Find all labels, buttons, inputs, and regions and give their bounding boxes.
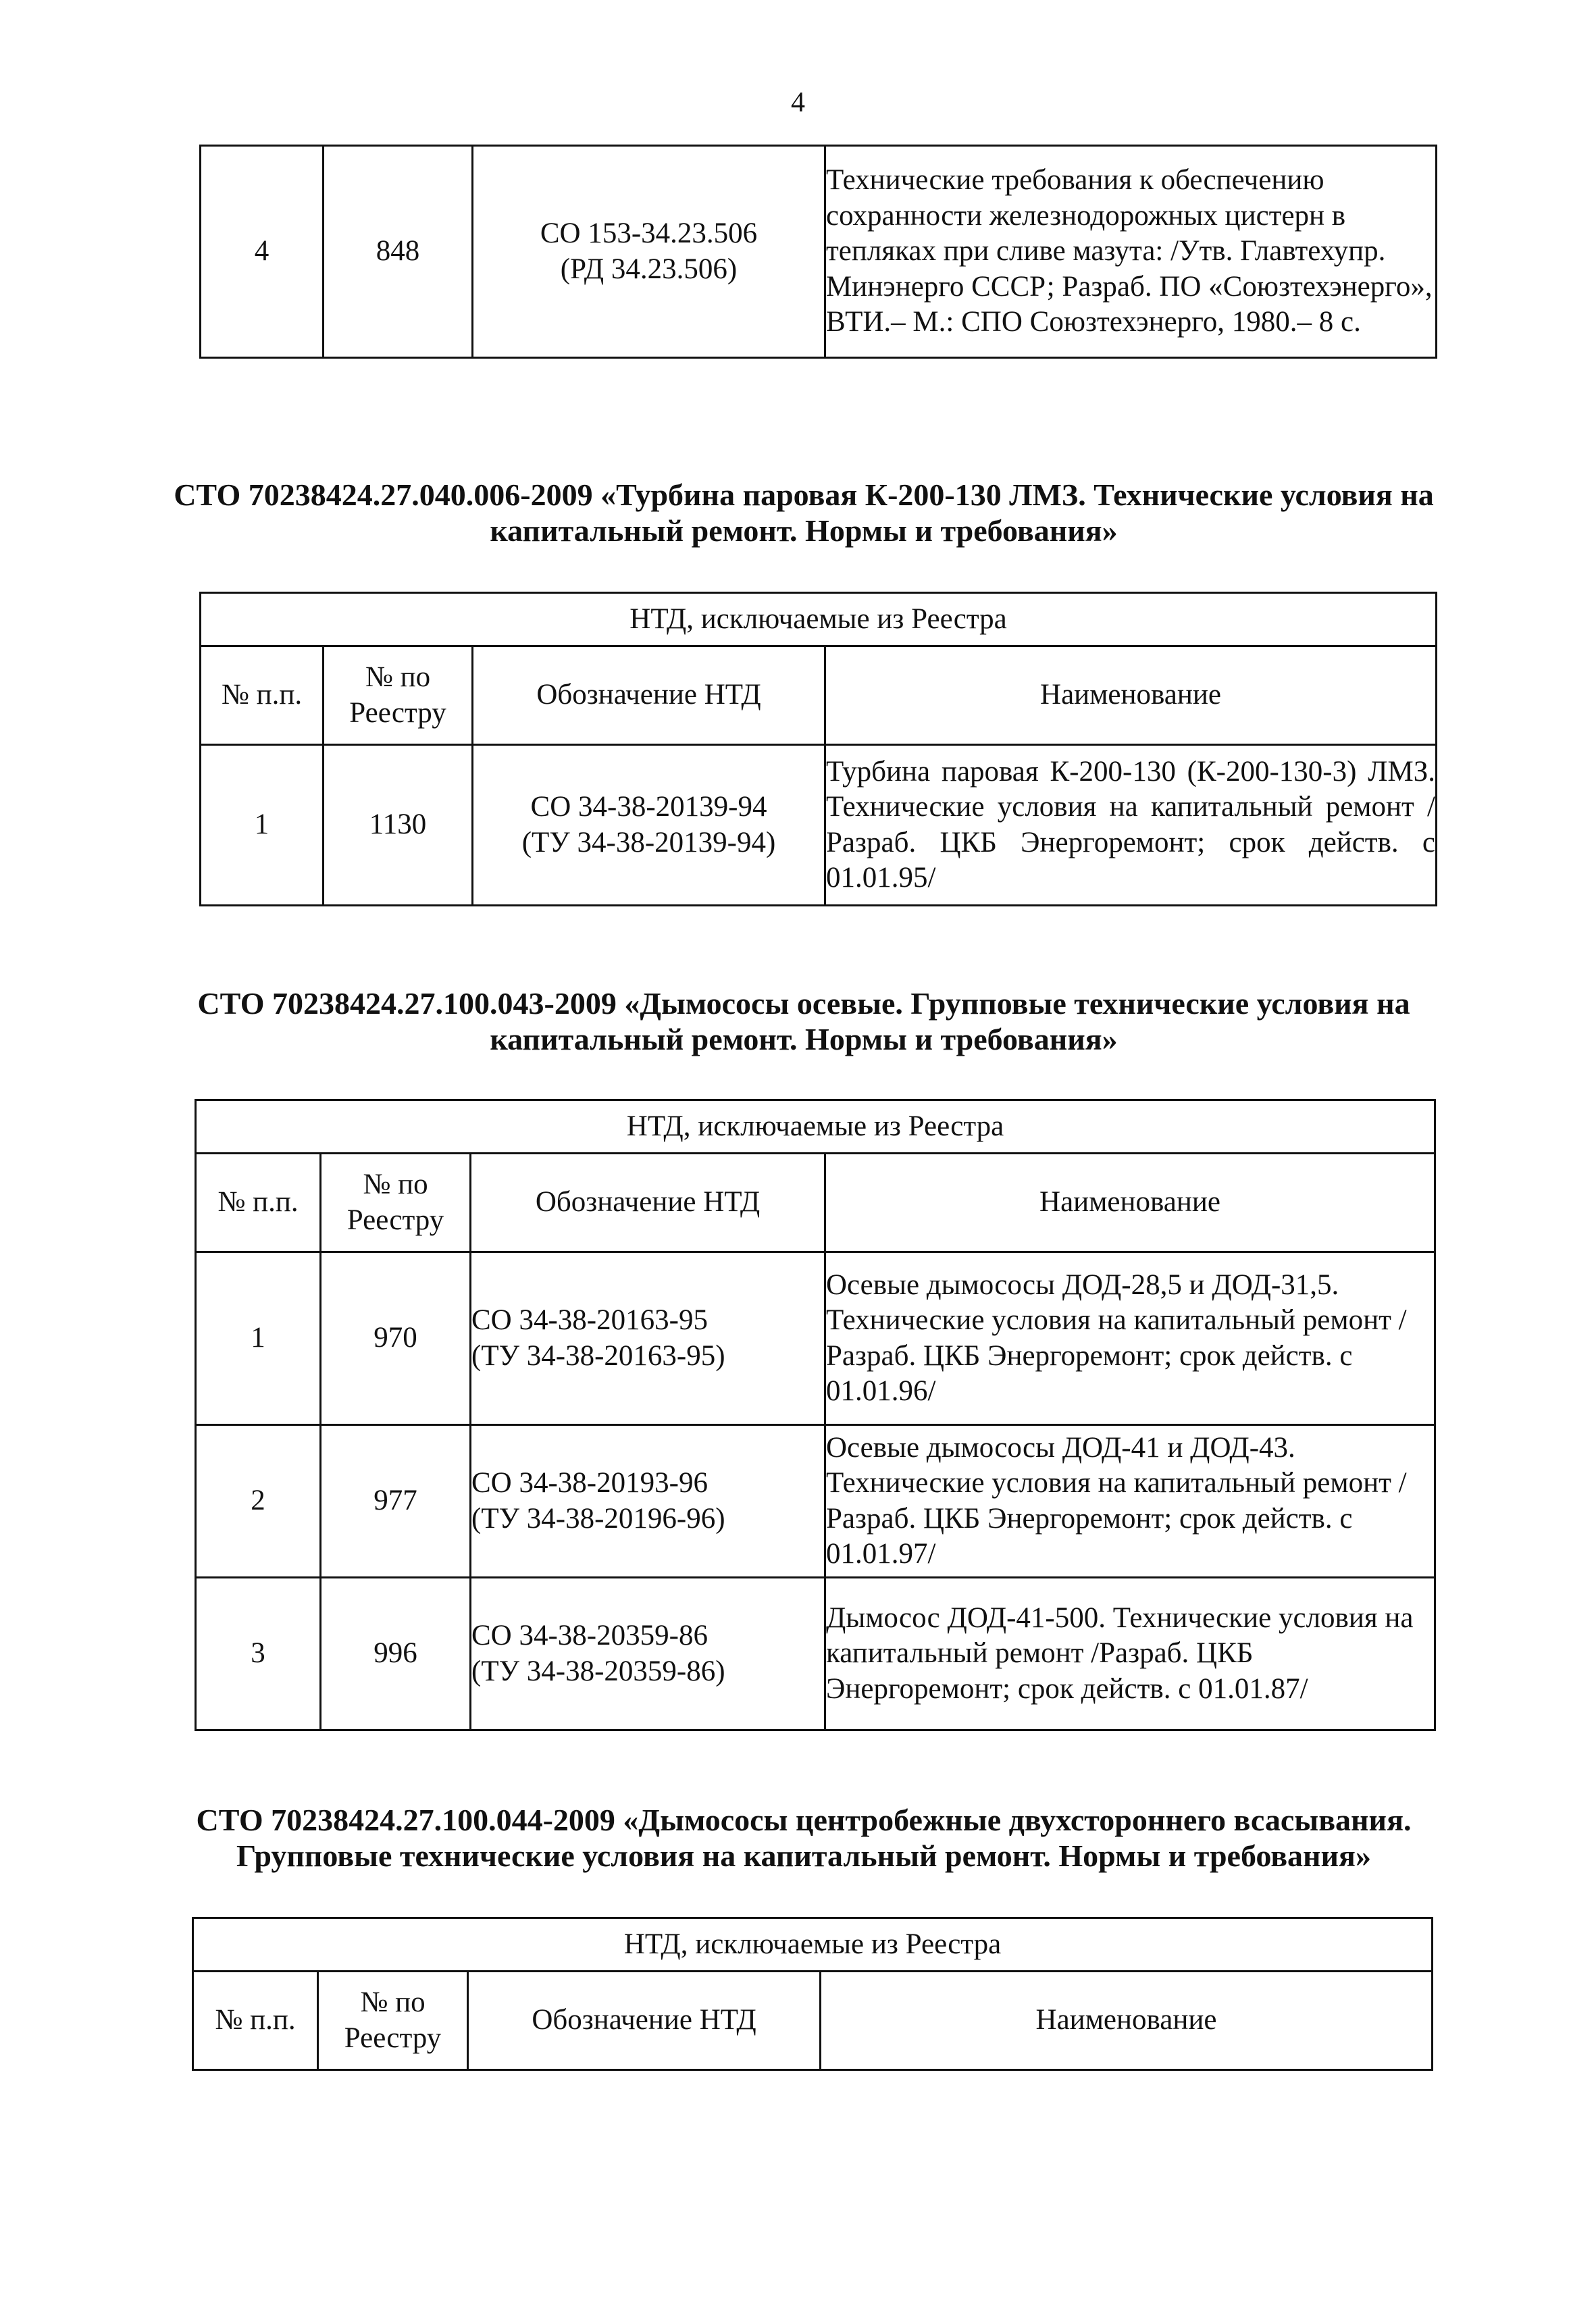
table-header-row (201, 646, 1437, 745)
column-header-num: № п.п. (193, 1972, 318, 2070)
registry-number: 977 (321, 1425, 471, 1578)
registry-number: 848 (324, 146, 473, 358)
column-header-code: Обозначение НТД (473, 646, 825, 745)
section-title: СТО 70238424.27.040.006-2009 «Турбина паровая К-200-130 ЛМЗ. Технические условия на капитальный ремонт. Нормы и требования» (174, 478, 1434, 548)
ntd-code-alt: (ТУ 34-38-20196-96) (471, 1502, 725, 1535)
table-header-row (193, 1972, 1433, 2070)
column-header-registry-line2: Реестру (346, 1204, 444, 1236)
table-caption-row (193, 1918, 1433, 1972)
excluded-ntd-table (195, 1099, 1436, 1731)
ntd-name: Осевые дымососы ДОД-41 и ДОД-43. Технические условия на капитальный ремонт /Разраб. ЦКБ Энергоремонт; срок действ. с 01.01.97/ (825, 1425, 1435, 1578)
table-caption: НТД, исключаемые из Реестра (196, 1100, 1435, 1154)
excluded-ntd-table (192, 1917, 1433, 2071)
column-header-code: Обозначение НТД (468, 1972, 821, 2070)
table-header-row (196, 1154, 1435, 1252)
page-number: 4 (791, 87, 805, 118)
column-header-name: Наименование (825, 646, 1437, 745)
column-header-registry-line1: № по (360, 1986, 426, 2019)
column-header-name: Наименование (825, 1154, 1435, 1252)
column-header-name: Наименование (821, 1972, 1433, 2070)
column-header-registry-line1: № по (365, 661, 431, 694)
table-row (196, 1578, 1435, 1730)
ntd-code: СО 153-34.23.506 (540, 217, 758, 250)
registry-number: 970 (321, 1252, 471, 1425)
ntd-code: СО 34-38-20139-94 (530, 791, 767, 823)
ntd-code: СО 34-38-20193-96 (471, 1467, 708, 1499)
excluded-ntd-table (199, 592, 1437, 906)
ntd-designation (471, 1252, 825, 1425)
column-header-registry (318, 1972, 468, 2070)
section-title: СТО 70238424.27.100.044-2009 «Дымососы центробежные двухстороннего всасывания. Групповые технические условия на капитальный ремонт. Нормы и требования» (196, 1803, 1412, 1874)
table-caption: НТД, исключаемые из Реестра (201, 593, 1437, 646)
ntd-code-alt: (ТУ 34-38-20359-86) (471, 1655, 725, 1687)
ntd-code: СО 34-38-20163-95 (471, 1304, 708, 1337)
ntd-code: СО 34-38-20359-86 (471, 1620, 708, 1652)
ntd-designation (471, 1578, 825, 1730)
column-header-code: Обозначение НТД (471, 1154, 825, 1252)
ntd-name: Дымосос ДОД-41-500. Технические условия на капитальный ремонт /Разраб. ЦКБ Энергоремонт; срок действ. с 01.01.87/ (825, 1578, 1435, 1730)
ntd-code-alt: (ТУ 34-38-20163-95) (471, 1339, 725, 1372)
row-number: 1 (201, 745, 324, 906)
table-caption-row (196, 1100, 1435, 1154)
column-header-registry (324, 646, 473, 745)
ntd-code-alt: (ТУ 34-38-20139-94) (521, 826, 776, 858)
table-row (196, 1425, 1435, 1578)
column-header-registry-line1: № по (363, 1168, 428, 1201)
section-title: СТО 70238424.27.100.043-2009 «Дымососы осевые. Групповые технические условия на капитальный ремонт. Нормы и требования» (197, 986, 1410, 1057)
table-caption: НТД, исключаемые из Реестра (193, 1918, 1433, 1972)
row-number: 3 (196, 1578, 321, 1730)
table-caption-row (201, 593, 1437, 646)
column-header-registry-line2: Реестру (344, 2022, 442, 2054)
registry-number: 1130 (324, 745, 473, 906)
ntd-designation (473, 146, 825, 358)
column-header-registry-line2: Реестру (349, 696, 446, 729)
ntd-name: Осевые дымососы ДОД-28,5 и ДОД-31,5. Технические условия на капитальный ремонт /Разраб. ЦКБ Энергоремонт; срок действ. с 01.01.96/ (825, 1252, 1435, 1425)
row-number: 1 (196, 1252, 321, 1425)
ntd-name: Турбина паровая К-200-130 (К-200-130-3) ЛМЗ. Технические условия на капитальный ремонт /Разраб. ЦКБ Энергоремонт; срок действ. с 01.01.95/ (825, 745, 1437, 906)
ntd-designation (473, 745, 825, 906)
table-row (196, 1252, 1435, 1425)
registry-number: 996 (321, 1578, 471, 1730)
continued-registry-table (199, 145, 1437, 359)
column-header-registry (321, 1154, 471, 1252)
table-row (201, 745, 1437, 906)
column-header-num: № п.п. (201, 646, 324, 745)
ntd-code-alt: (РД 34.23.506) (560, 253, 738, 285)
ntd-designation (471, 1425, 825, 1578)
row-number: 4 (201, 146, 324, 358)
table-row (201, 146, 1437, 358)
row-number: 2 (196, 1425, 321, 1578)
column-header-num: № п.п. (196, 1154, 321, 1252)
ntd-name: Технические требования к обеспечению сохранности железнодорожных цистерн в тепляках при сливе мазута: /Утв. Главтехупр. Минэнерго СССР; Разраб. ПО «Союзтехэнерго», ВТИ.– М.: СПО Союзтехэнерго, 1980.– 8 с. (825, 146, 1437, 358)
